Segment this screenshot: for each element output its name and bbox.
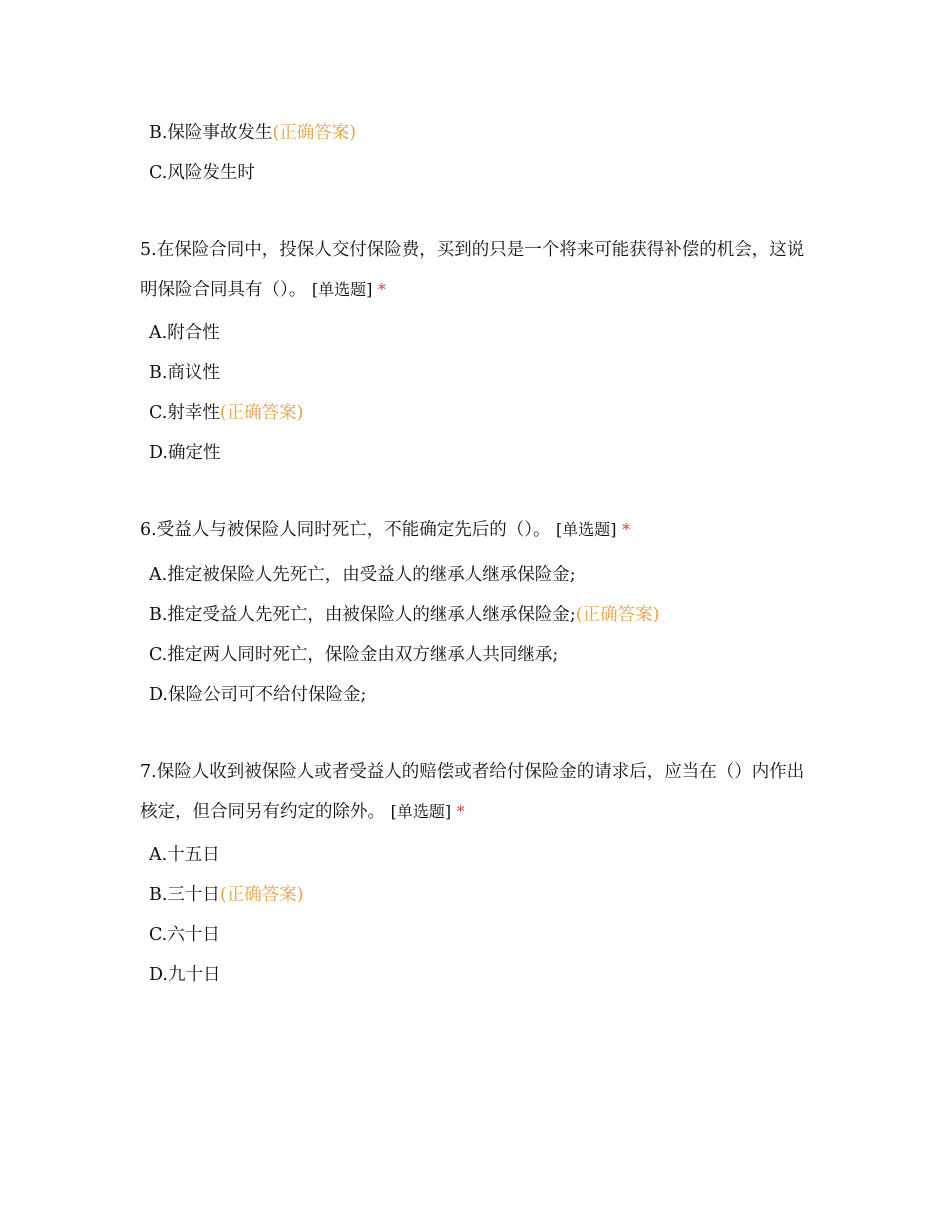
question-stem: 6.受益人与被保险人同时死亡，不能确定先后的（）。 <box>140 520 551 540</box>
correct-answer-mark: (正确答案) <box>272 123 357 143</box>
option-item <box>149 883 304 907</box>
correct-answer-mark: (正确答案) <box>219 885 304 905</box>
option-label: C.风险发生时 <box>149 163 255 183</box>
option-label: C.射幸性 <box>149 403 220 423</box>
required-mark: * <box>377 280 386 299</box>
question-type-label: [单选题] <box>311 280 373 299</box>
option-item <box>149 161 255 185</box>
question-stem: 7.保险人收到被保险人或者受益人的赔偿或者给付保险金的请求后，应当在（）内作出核定，但合同另有约定的除外。 <box>140 762 805 822</box>
option-label: A.推定被保险人先死亡，由受益人的继承人继承保险金; <box>149 565 576 585</box>
option-item <box>149 603 659 627</box>
option-item <box>149 843 220 867</box>
option-item <box>149 321 220 345</box>
option-item <box>149 401 304 425</box>
option-item <box>149 121 356 145</box>
option-label: B.商议性 <box>149 363 220 383</box>
option-label: A.附合性 <box>149 323 220 343</box>
option-label: C.六十日 <box>149 925 220 945</box>
question-text <box>140 510 820 550</box>
option-item <box>149 923 220 947</box>
option-label: D.九十日 <box>149 965 221 985</box>
option-label: C.推定两人同时死亡，保险金由双方继承人共同继承; <box>149 645 559 665</box>
option-item <box>149 683 366 707</box>
required-mark: * <box>456 802 465 821</box>
option-label: A.十五日 <box>149 845 220 865</box>
correct-answer-mark: (正确答案) <box>219 403 304 423</box>
question-stem: 5.在保险合同中，投保人交付保险费，买到的只是一个将来可能获得补偿的机会，这说明保险合同具有（）。 <box>140 240 805 300</box>
required-mark: * <box>622 520 631 539</box>
option-label: B.保险事故发生 <box>149 123 273 143</box>
option-label: B.推定受益人先死亡，由被保险人的继承人继承保险金; <box>149 605 576 625</box>
question-type-label: [单选题] <box>390 802 452 821</box>
option-item <box>149 441 220 465</box>
option-label: D.确定性 <box>149 443 221 463</box>
option-label: D.保险公司可不给付保险金; <box>149 685 367 705</box>
question-text <box>140 230 820 310</box>
option-item <box>149 643 558 667</box>
option-item <box>149 361 220 385</box>
correct-answer-mark: (正确答案) <box>575 605 660 625</box>
question-type-label: [单选题] <box>556 520 617 539</box>
option-item <box>149 963 220 987</box>
question-text <box>140 752 820 832</box>
option-item <box>149 563 576 587</box>
option-label: B.三十日 <box>149 885 220 905</box>
